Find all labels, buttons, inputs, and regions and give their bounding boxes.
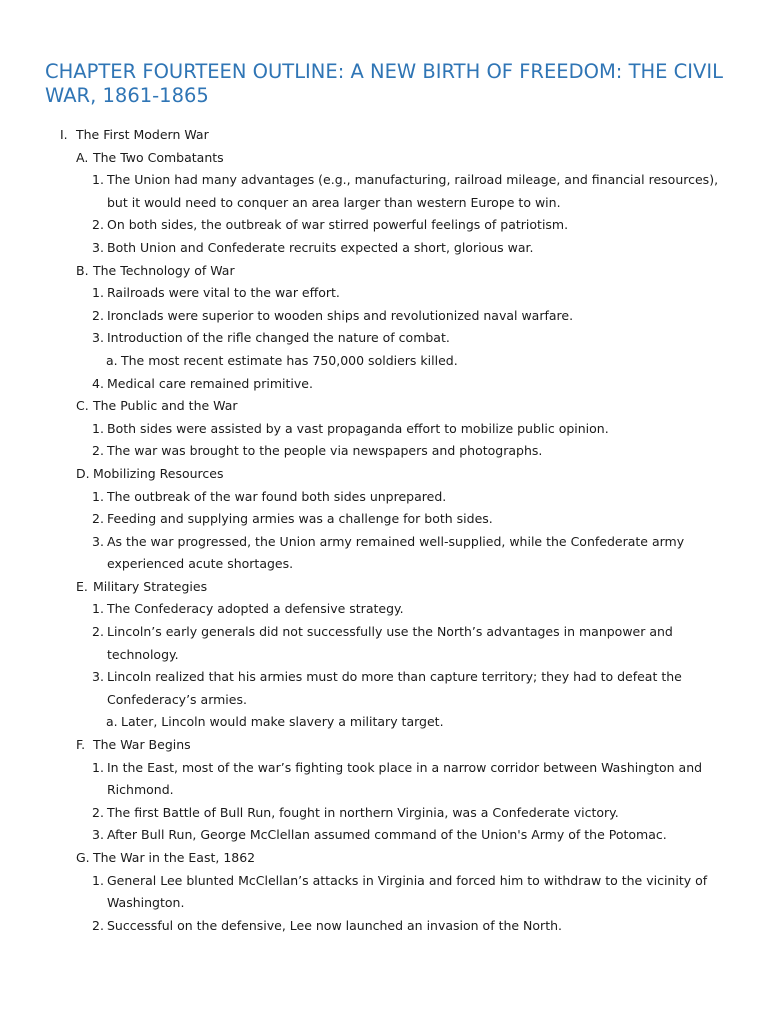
outline-item-text: Medical care remained primitive. [107,375,313,391]
outline-item-text: The Technology of War [93,262,235,278]
outline-item-marker: 2. [92,624,104,640]
outline-item-marker: 3. [92,533,104,549]
outline-item-text: The Union had many advantages (e.g., manufacturing, railroad mileage, and financial resources), but it would need to conquer an area larger than western Europe to win. [107,172,719,210]
outline-item-text: Military Strategies [93,578,208,594]
outline-item-marker: 2. [92,511,104,527]
outline-item-text: The Two Combatants [93,149,224,165]
outline-item-text: The Public and the War [93,398,238,414]
outline-item-level-4 [0,711,768,734]
outline-list [0,124,768,937]
outline-item-level-3 [0,508,768,531]
outline-item-text: The War Begins [93,737,191,753]
outline-item-marker: 3. [92,330,104,346]
outline-item-level-3 [0,486,768,509]
outline-item-level-2 [0,260,768,283]
outline-item-level-3 [0,169,768,214]
outline-item-marker: A. [76,149,89,165]
outline-item-level-2 [0,463,768,486]
outline-item-level-4 [0,350,768,373]
outline-item-text: As the war progressed, the Union army remained well-supplied, while the Confederate army experienced acute shortages. [107,533,685,572]
outline-item-marker: 1. [92,420,104,436]
outline-item-marker: 3. [92,827,104,843]
outline-item-marker: 2. [92,443,104,459]
outline-item-level-2 [0,147,768,170]
outline-item-text: The War in the East, 1862 [93,850,256,865]
outline-item-marker: C. [76,398,89,414]
outline-item-level-3 [0,598,768,621]
outline-item-marker: 1. [92,759,104,775]
outline-item-marker: E. [76,578,88,594]
outline-item-text: Both sides were assisted by a vast propaganda effort to mobilize public opinion. [107,420,609,436]
outline-item-marker: a. [106,714,118,730]
outline-item-text: Ironclads were superior to wooden ships and revolutionized naval warfare. [107,307,574,323]
outline-item-text: The First Modern War [76,127,209,142]
outline-item-level-3 [0,757,768,802]
outline-item-level-3 [0,621,768,666]
outline-item-text: Successful on the defensive, Lee now launched an invasion of the North. [107,917,562,933]
outline-item-marker: 1. [92,285,104,301]
outline-item-marker: 1. [92,488,104,504]
outline-item-text: Mobilizing Resources [93,465,224,481]
outline-item-level-3 [0,870,768,915]
outline-item-level-2 [0,576,768,599]
outline-item-level-3 [0,531,768,576]
outline-item-marker: 2. [92,804,104,820]
outline-item-marker: 4. [92,375,104,391]
outline-item-marker: D. [76,465,90,481]
outline-item-marker: 2. [92,307,104,323]
outline-item-level-3 [0,305,768,328]
outline-item-level-3 [0,327,768,350]
outline-item-marker: F. [76,737,86,753]
outline-item-text: Railroads were vital to the war effort. [107,285,340,301]
outline-item-level-2 [0,395,768,418]
outline-item-text: Introduction of the rifle changed the nature of combat. [107,330,450,346]
outline-item-marker: 1. [92,601,104,617]
outline-item-level-3 [0,282,768,305]
outline-item-text: The outbreak of the war found both sides unprepared. [107,488,447,504]
page-title: CHAPTER FOURTEEN OUTLINE: A NEW BIRTH OF FREEDOM: THE CIVIL WAR, 1861-1865 [45,60,723,107]
outline-item-level-3 [0,237,768,260]
outline-item-text: Later, Lincoln would make slavery a military target. [121,714,444,730]
outline-item-level-3 [0,440,768,463]
outline-item-marker: B. [76,262,89,278]
outline-item-marker: G. [76,850,90,865]
outline-item-level-3 [0,214,768,237]
outline-item-marker: 2. [92,917,104,933]
outline-item-text: Feeding and supplying armies was a challenge for both sides. [107,511,493,527]
outline-item-marker: I. [60,127,68,142]
outline-item-level-3 [0,915,768,938]
outline-item-text: Both Union and Confederate recruits expected a short, glorious war. [107,239,534,255]
outline-item-text: Lincoln realized that his armies must do more than capture territory; they had to defeat the Confederacy’s armies. [107,669,682,707]
outline-item-text: In the East, most of the war’s fighting took place in a narrow corridor between Washington and Richmond. [107,759,703,798]
outline-item-level-3 [0,666,768,711]
outline-item-level-1 [0,124,768,147]
outline-item-text: The Confederacy adopted a defensive strategy. [107,601,404,617]
outline-item-text: Lincoln’s early generals did not successfully use the North’s advantages in manpower and technology. [107,624,673,662]
outline-item-marker: 3. [92,239,104,255]
outline-item-text: The war was brought to the people via newspapers and photographs. [107,443,543,459]
outline-item-marker: 1. [92,172,104,188]
outline-item-level-3 [0,824,768,847]
outline-item-level-3 [0,418,768,441]
outline-item-text: After Bull Run, George McClellan assumed command of the Union's Army of the Potomac. [107,827,667,843]
outline-item-marker: 2. [92,217,104,233]
outline-item-text: The most recent estimate has 750,000 soldiers killed. [121,352,458,368]
outline-item-level-2 [0,734,768,757]
outline-item-level-3 [0,373,768,396]
outline-item-marker: a. [106,352,118,368]
outline-item-text: On both sides, the outbreak of war stirred powerful feelings of patriotism. [107,217,569,233]
outline-item-level-2 [0,847,768,870]
outline-item-text: The first Battle of Bull Run, fought in northern Virginia, was a Confederate victory. [107,804,619,820]
outline-item-marker: 3. [92,669,104,685]
outline-item-marker: 1. [92,872,104,888]
outline-item-level-3 [0,802,768,825]
outline-item-text: General Lee blunted McClellan’s attacks in Virginia and forced him to withdraw to the vicinity of Washington. [107,872,708,911]
